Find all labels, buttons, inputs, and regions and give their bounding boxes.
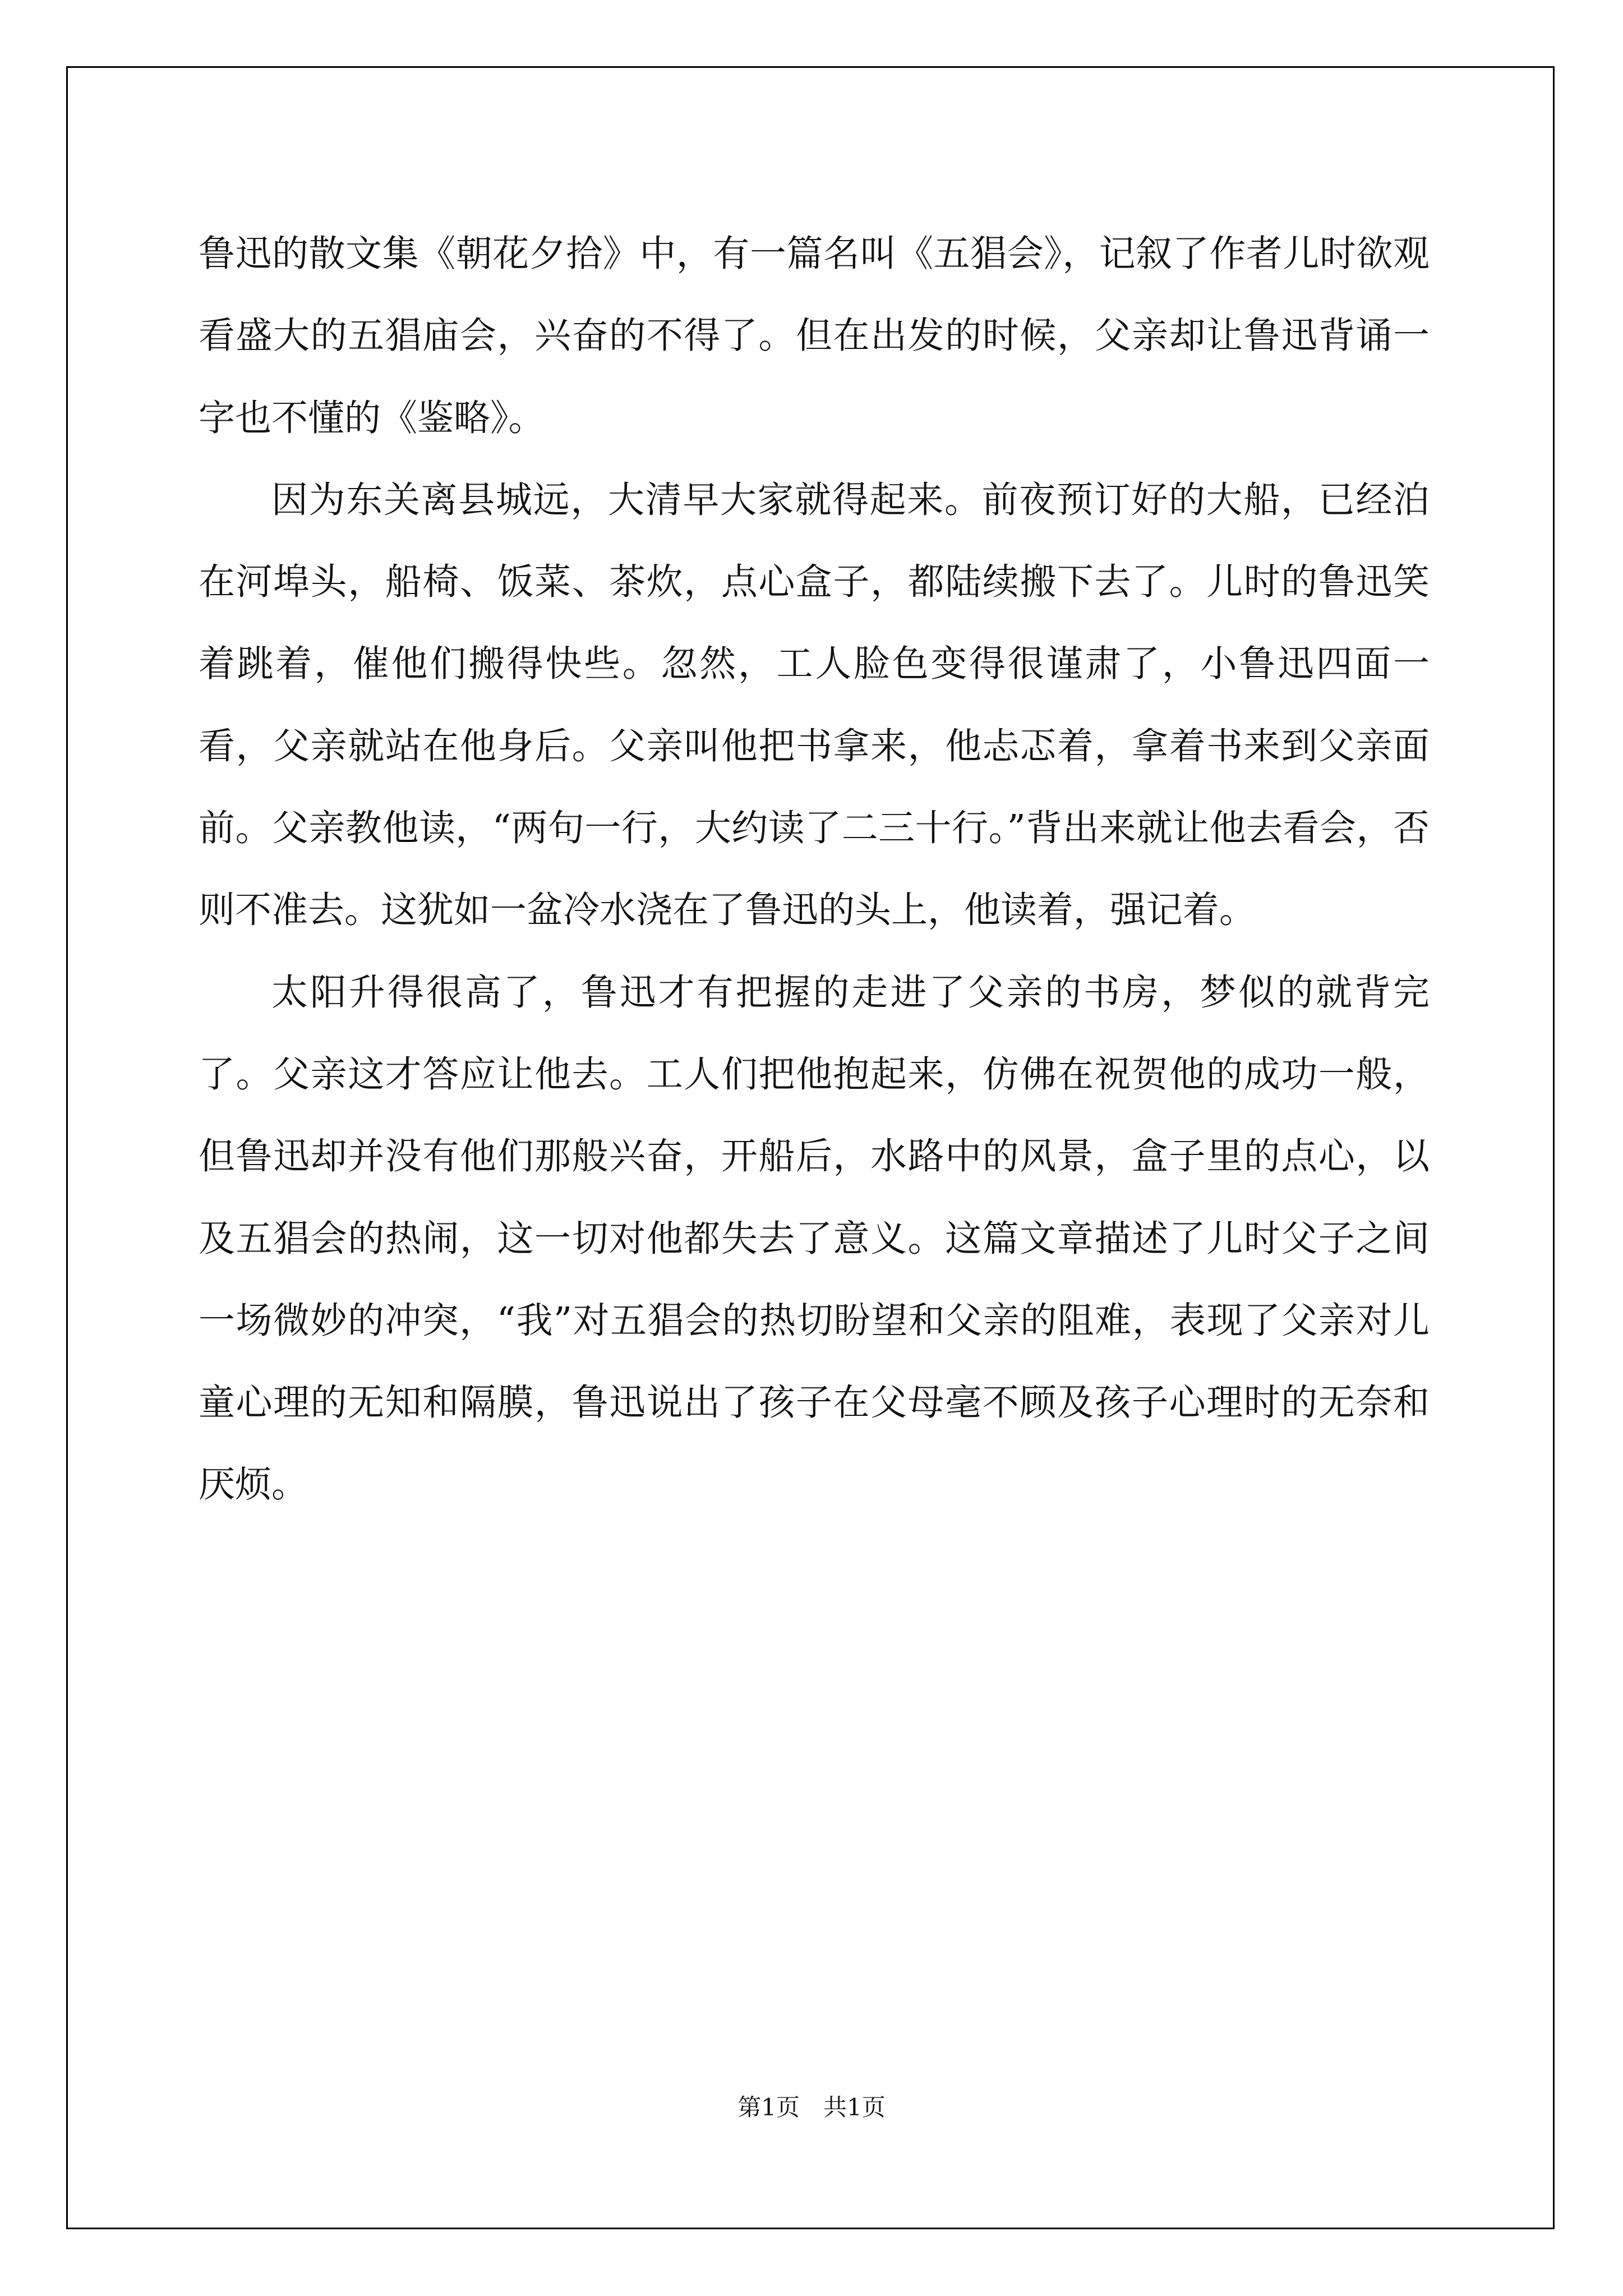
document-body (199, 213, 1430, 1526)
paragraph-2: 因为东关离县城远，大清早大家就得起来。前夜预订好的大船，已经泊在河埠头，船椅、饭菜、茶炊，点心盒子，都陆续搬下去了。儿时的鲁迅笑着跳着，催他们搬得快些。忽然，工人脸色变得很谨肃了，小鲁迅四面一看，父亲就站在他身后。父亲叫他把书拿来，他忐忑着，拿着书来到父亲面前。父亲教他读，“两句一行，大约读了二三十行。”背出来就让他去看会，否则不准去。这犹如一盆冷水浇在了鲁迅的头上，他读着，强记着。 (199, 478, 1430, 932)
paragraph-3: 太阳升得很高了，鲁迅才有把握的走进了父亲的书房，梦似的就背完了。父亲这才答应让他去。工人们把他抱起来，仿佛在祝贺他的成功一般，但鲁迅却并没有他们那般兴奋，开船后，水路中的风景，盒子里的点心，以及五猖会的热闹，这一切对他都失去了意义。这篇文章描述了儿时父子之间一场微妙的冲突，“我”对五猖会的热切盼望和父亲的阻难，表现了父亲对儿童心理的无知和隔膜，鲁迅说出了孩子在父母毫不顾及孩子心理时的无奈和厌烦。 (199, 971, 1430, 1506)
page-footer: 第1页 共1页 (737, 2093, 886, 2121)
paragraph-1: 鲁迅的散文集《朝花夕拾》中，有一篇名叫《五猖会》，记叙了作者儿时欲观看盛大的五猖庙会，兴奋的不得了。但在出发的时候，父亲却让鲁迅背诵一字也不懂的《鉴略》。 (199, 233, 1430, 439)
